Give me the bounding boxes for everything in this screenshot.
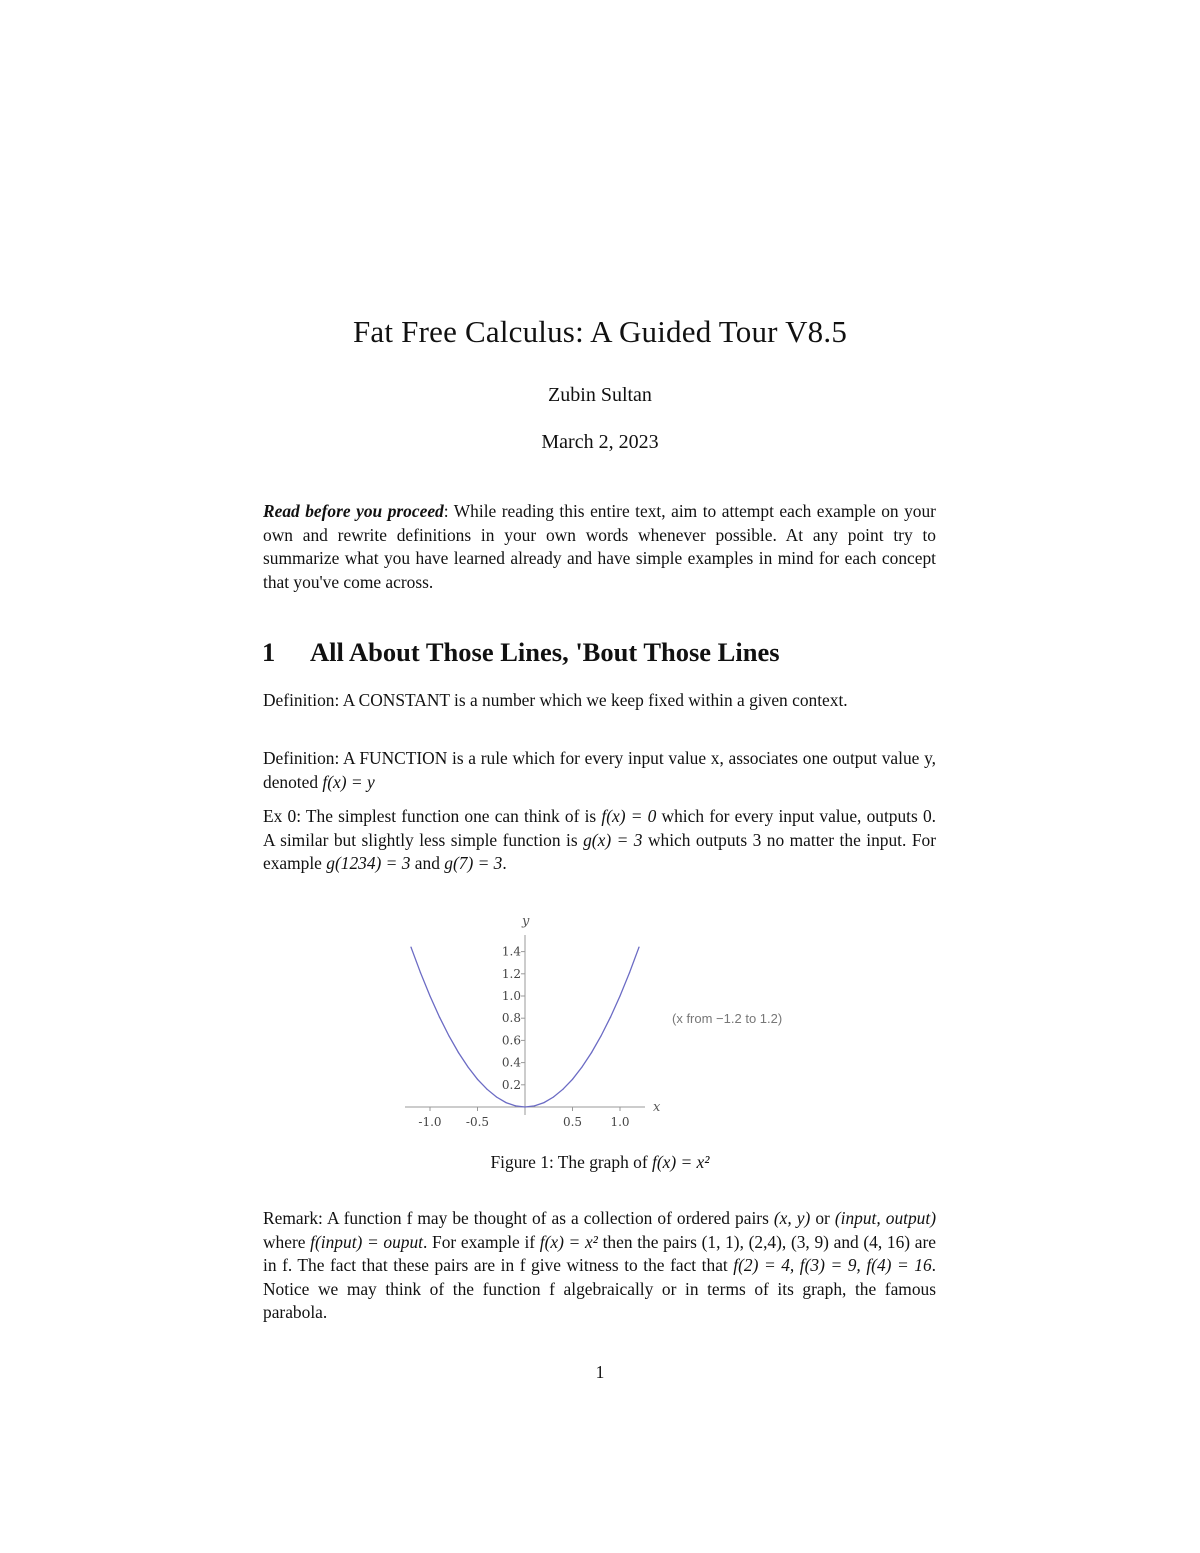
data-point bbox=[505, 1102, 506, 1103]
data-point bbox=[610, 1016, 611, 1017]
intro-text: : While reading this entire text, aim to attempt each example on your own and rewrite definitions in your own words whenever possible. At any point try to summarize what you have learned already and have simple examples in mind for each concept that you've come across. bbox=[263, 501, 936, 592]
remark-math-4: f(x) = x² bbox=[539, 1231, 598, 1252]
remark-text-5: then the pairs (1, 1), (2,4), (3, 9) and (4, 16) are in f. The fact that these pairs are in f give witness to the fact that bbox=[263, 1231, 936, 1276]
ex0-text-5: . bbox=[502, 853, 507, 874]
section-number: 1 bbox=[262, 637, 276, 667]
data-point bbox=[619, 995, 620, 996]
data-point bbox=[477, 1079, 478, 1080]
remark-text-3: where bbox=[263, 1231, 311, 1252]
definition-function bbox=[263, 747, 936, 794]
intro-paragraph bbox=[263, 500, 936, 594]
data-point bbox=[467, 1066, 468, 1067]
ex0-math-3: g(1234) = 3 bbox=[326, 853, 411, 874]
figure-caption bbox=[0, 1152, 1200, 1173]
data-point bbox=[600, 1035, 601, 1036]
y-tick-label: 1.2 bbox=[501, 966, 521, 981]
data-point bbox=[448, 1035, 449, 1036]
data-point bbox=[638, 947, 639, 948]
definition-function-text: Definition: A FUNCTION is a rule which for every input value x, associates one output value y, denoted bbox=[263, 748, 936, 792]
data-point bbox=[515, 1105, 516, 1106]
y-tick-label: 0.8 bbox=[501, 1011, 521, 1026]
data-point bbox=[581, 1066, 582, 1067]
intro-lead: Read before you proceed bbox=[263, 501, 444, 521]
data-point bbox=[534, 1105, 535, 1106]
section-heading bbox=[262, 637, 962, 668]
author-name: Zubin Sultan bbox=[548, 384, 652, 406]
x-tick-label: -1.0 bbox=[418, 1115, 442, 1129]
ex0-text-2: which for every input value, outputs 0. A similar but slightly less simple function is bbox=[263, 806, 937, 850]
remark-text-1: Remark: A function f may be thought of as a collection of ordered pairs bbox=[263, 1208, 774, 1228]
x-tick-label: 0.5 bbox=[562, 1115, 583, 1129]
definition-function-math: f(x) = y bbox=[322, 771, 375, 792]
remark-text-4: . For example if bbox=[423, 1231, 540, 1252]
x-tick-label: -0.5 bbox=[465, 1115, 490, 1129]
x-tick-label: 1.0 bbox=[610, 1115, 630, 1129]
remark-math-2: (input, output) bbox=[834, 1208, 936, 1228]
data-point bbox=[591, 1052, 592, 1053]
data-point bbox=[562, 1089, 563, 1090]
data-point bbox=[524, 1106, 525, 1107]
caption-math: f(x) = x² bbox=[651, 1152, 710, 1172]
page-number: 1 bbox=[595, 1362, 605, 1382]
y-tick-label: 0.2 bbox=[501, 1077, 521, 1092]
remark-paragraph bbox=[263, 1207, 936, 1325]
data-point bbox=[553, 1096, 554, 1097]
caption-text: Figure 1: The graph of bbox=[490, 1152, 652, 1172]
section-title: All About Those Lines, 'Bout Those Lines bbox=[310, 637, 780, 667]
y-tick-label: 1.4 bbox=[501, 944, 521, 959]
example-0 bbox=[263, 805, 936, 876]
definition-constant: Definition: A CONSTANT is a number which we keep fixed within a given context. bbox=[263, 690, 848, 710]
publication-date: March 2, 2023 bbox=[541, 431, 659, 453]
data-point bbox=[543, 1102, 544, 1103]
data-point bbox=[410, 947, 411, 948]
remark-math-5: f(2) = 4, f(3) = 9, f(4) = 16 bbox=[733, 1255, 932, 1276]
y-tick-label: 1.0 bbox=[501, 989, 521, 1003]
ex0-text-3: which outputs 3 no matter the input. For example bbox=[263, 829, 936, 874]
remark-text-2: or bbox=[810, 1208, 835, 1228]
chart-annotation: (x from −1.2 to 1.2) bbox=[672, 1011, 783, 1026]
remark-math-3: f(input) = ouput bbox=[310, 1231, 424, 1252]
data-point bbox=[458, 1052, 459, 1053]
data-point bbox=[496, 1096, 497, 1097]
data-point bbox=[572, 1079, 573, 1080]
data-point bbox=[429, 995, 430, 996]
data-point bbox=[486, 1089, 487, 1090]
remark-text-6: . Notice we may think of the function f algebraically or in terms of its graph, the famous parabola. bbox=[263, 1255, 936, 1323]
parabola-chart bbox=[400, 905, 820, 1135]
remark-math-1: (x, y) bbox=[773, 1208, 811, 1228]
y-axis-label: y bbox=[522, 914, 530, 929]
ex0-math-1: f(x) = 0 bbox=[601, 806, 657, 826]
data-point bbox=[420, 972, 421, 973]
ex0-math-4: g(7) = 3 bbox=[444, 853, 503, 874]
data-point bbox=[629, 972, 630, 973]
ex0-math-2: g(x) = 3 bbox=[583, 829, 643, 850]
x-axis-label: x bbox=[653, 1100, 661, 1115]
data-point bbox=[439, 1016, 440, 1017]
paper-title: Fat Free Calculus: A Guided Tour V8.5 bbox=[352, 314, 848, 349]
y-tick-label: 0.6 bbox=[501, 1033, 521, 1048]
ex0-text-4: and bbox=[410, 853, 445, 874]
ex0-text-1: Ex 0: The simplest function one can think of is bbox=[263, 806, 602, 826]
y-tick-label: 0.4 bbox=[501, 1055, 521, 1070]
